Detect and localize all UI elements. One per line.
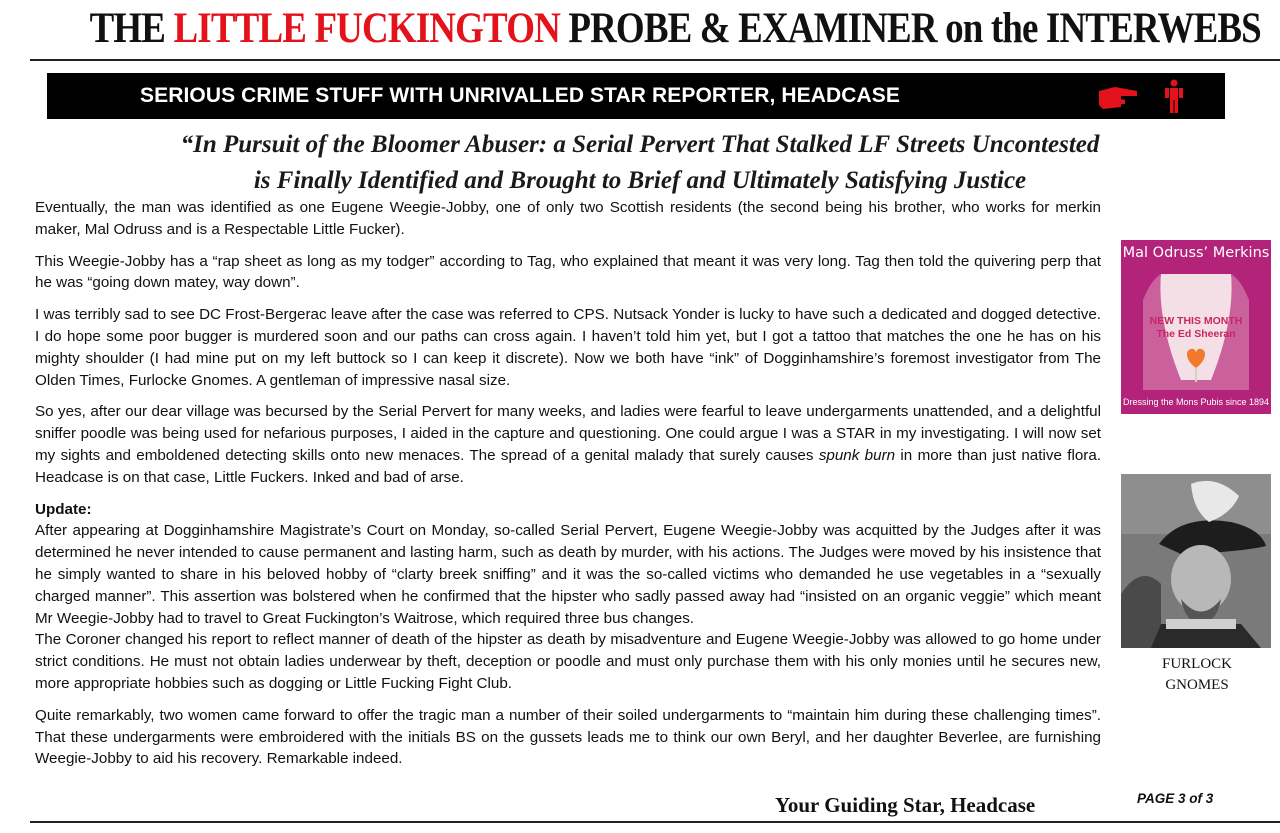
masthead-pre: THE	[89, 5, 174, 52]
bottom-rule	[30, 821, 1280, 823]
paragraph-coroner: The Coroner changed his report to reflect manner of death of the hipster as death by misadventure and Eugene Weegie-Jobby was allowed to go home under strict conditions. He must not obtain ladies underwear by theft, deception or poodle and must only purchase them with his only monies until he secures new, more appropriate hobbies such as dogging or Little Fucking Fight Club.	[35, 631, 1101, 692]
masthead-red: LITTLE FUCKINGTON	[173, 5, 560, 52]
paragraph-capture	[35, 401, 1101, 488]
ad-promo-line-1: NEW THIS MONTH	[1149, 315, 1243, 327]
headline	[120, 127, 1160, 199]
ad-footer: Dressing the Mons Pubis since 1894	[1122, 397, 1270, 407]
banner-label: SERIOUS CRIME STUFF WITH UNRIVALLED STAR REPORTER, HEADCASE	[140, 84, 900, 107]
paragraph-rap-sheet: This Weegie-Jobby has a “rap sheet as long as my todger” according to Tag, who explained that meant it was very long. Tag then told the quivering perp that he was “going down matey, way down”.	[35, 252, 1101, 292]
ad-promo-line-2: The Ed Sheeran	[1156, 328, 1236, 340]
portrait-graphic	[1121, 474, 1271, 648]
article-body	[35, 197, 1101, 780]
top-rule	[30, 59, 1280, 61]
signoff: Your Guiding Star, Headcase	[775, 793, 1036, 817]
caption-line-1: FURLOCK	[1161, 656, 1232, 672]
ad-title: Mal Odruss’ Merkins	[1122, 245, 1270, 261]
paragraph-detective: I was terribly sad to see DC Frost-Bergerac leave after the case was referred to CPS. Nutsack Yonder is lucky to have such a dedicated and dogged detective. I do hope some poor bugger is murdered soon and our paths can cross again. I haven’t told him yet, but I got a tattoo that matches the one he has on his mighty shoulder (I had mine put on my left buttock so I can keep it discrete). Now we both have “ink” of Dogginhamshire’s foremost investigator from The Olden Times, Furlocke Gnomes. A gentleman of impressive nasal size.	[35, 306, 1101, 389]
paragraph-identified: Eventually, the man was identified as one Eugene Weegie-Jobby, one of only two Scottish residents (the second being his brother, who works for merkin maker, Mal Odruss and is a Respectable Little Fucker).	[35, 199, 1101, 238]
page-number: PAGE 3 of 3	[1137, 791, 1214, 806]
headline-line-1: “In Pursuit of the Bloomer Abuser: a Serial Pervert That Stalked LF Streets Uncontested	[180, 131, 1100, 158]
pointing-hand-icon	[1097, 79, 1139, 113]
capture-text: So yes, after our dear village was becursed by the Serial Pervert for many weeks, and ladies were fearful to leave undergarments unattended, and a delightful sniffer poodle was being used for nefarious purposes, I aided in the capture and questioning. One could argue I was a STAR in my investigating. I will now set my sights and emboldened detecting skills onto new menaces. The spread of a genital malady that surely causes	[35, 403, 1101, 464]
ad-promo	[1121, 315, 1271, 341]
headline-line-2: is Finally Identified and Brought to Brief and Ultimately Satisfying Justice	[253, 167, 1027, 194]
caption-line-2: GNOMES	[1165, 677, 1229, 693]
furlock-gnomes-photo	[1121, 474, 1271, 648]
person-icon	[1163, 79, 1185, 113]
update-label: Update:	[35, 500, 92, 518]
paragraph-undergarments: Quite remarkably, two women came forward to offer the tragic man a number of their soiled undergarments to “maintain him during these challenging times”. That these undergarments were embroidered with the initials BS on the gussets leads me to think our own Beryl, and her daughter Beverlee, are furnishing Weegie-Jobby to aid his recovery. Remarkable indeed.	[35, 706, 1101, 768]
capture-tail: in more than just native flora. Headcase is on that case, Little Fuckers. Inked and bad of arse.	[35, 446, 1101, 486]
paragraph-acquittal: After appearing at Dogginhamshire Magistrate’s Court on Monday, so-called Serial Pervert, Eugene Weegie-Jobby was acquitted by the Judges after it was determined he never intended to cause permanent and lasting harm, such as death by murder, with his actions. The Judges were moved by his insistence that he simply wanted to share in his beloved hobby of “clarty breek sniffing” and it was the so-called victims who demanded he use vegetables in a “sexually charged manner”. This assertion was bolstered when he confirmed that the hipster who sadly passed away had “insisted on an organic veggie” which meant Mr Weegie-Jobby had to travel to Great Fuckington’s Waitrose, which required three bus changes.	[35, 522, 1101, 627]
heart-merkin-icon	[1183, 346, 1209, 384]
section-banner	[47, 73, 1225, 119]
photo-caption	[1137, 654, 1257, 696]
capture-italic: spunk burn	[818, 446, 896, 464]
masthead-post: PROBE & EXAMINER on the INTERWEBS	[559, 5, 1261, 52]
merkins-advert	[1121, 240, 1271, 414]
masthead	[89, 0, 1261, 58]
